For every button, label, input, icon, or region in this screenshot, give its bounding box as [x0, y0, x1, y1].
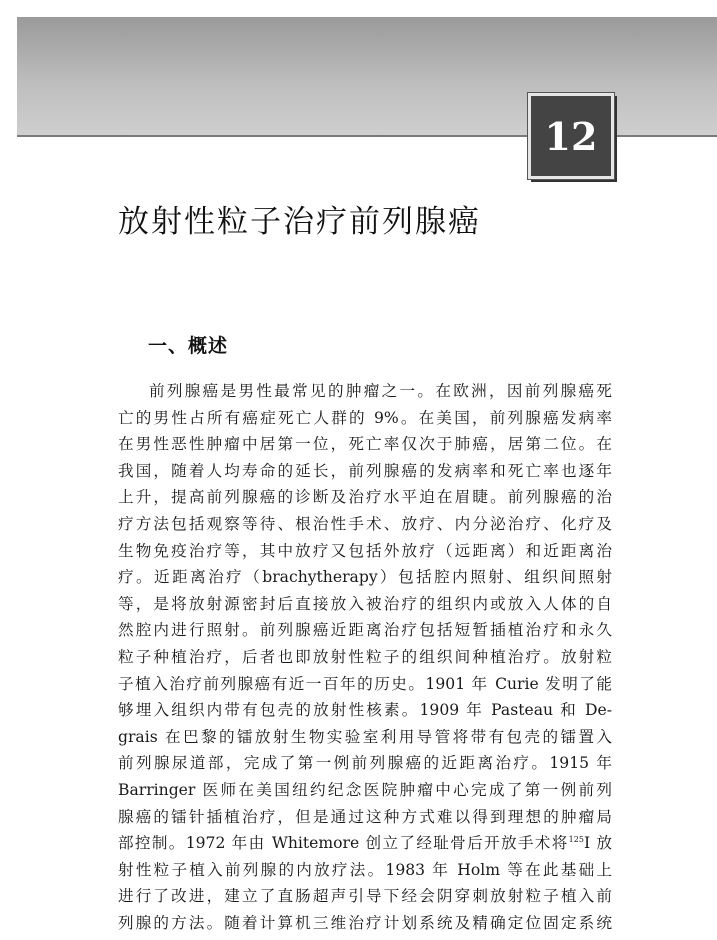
- body-line: 进行了改进，建立了直肠超声引导下经会阴穿刺放射粒子植入前: [118, 887, 612, 906]
- body-line-text: 部控制。1972 年由 Whitemore 创立了经耻骨后开放手术将: [118, 834, 569, 853]
- body-line: 腺癌的镭针插植治疗，但是通过这种方式难以得到理想的肿瘤局: [118, 807, 612, 826]
- chapter-number: 12: [544, 113, 598, 159]
- chapter-title: 放射性粒子治疗前列腺癌: [118, 204, 481, 240]
- section-heading: 一、概述: [148, 335, 229, 357]
- body-line: 够埋入组织内带有包壳的放射性核素。1909 年 Pasteau 和 De-: [118, 701, 612, 720]
- body-line: grais 在巴黎的镭放射生物实验室利用导管将带有包壳的镭置入: [118, 727, 612, 746]
- body-line: 射性粒子植入前列腺的内放疗法。1983 年 Holm 等在此基础上: [118, 860, 612, 879]
- body-line: 子植入治疗前列腺癌有近一百年的历史。1901 年 Curie 发明了能: [118, 674, 612, 693]
- body-line: 粒子种植治疗，后者也即放射性粒子的组织间种植治疗。放射粒: [118, 647, 612, 666]
- body-line: 在男性恶性肿瘤中居第一位，死亡率仅次于肺癌，居第二位。在: [118, 435, 612, 454]
- body-line: 前列腺尿道部，完成了第一例前列腺癌的近距离治疗。1915 年: [118, 754, 612, 773]
- body-line: 前列腺癌是男性最常见的肿瘤之一。在欧洲，因前列腺癌死: [149, 382, 612, 400]
- body-line: 等，是将放射源密封后直接放入被治疗的组织内或放入人体的自: [118, 594, 612, 613]
- body-line: Barringer 医师在美国纽约纪念医院肿瘤中心完成了第一例前列: [118, 780, 612, 799]
- body-line: 列腺的方法。随着计算机三维治疗计划系统及精确定位固定系统: [118, 913, 612, 932]
- body-text: [118, 378, 612, 936]
- isotope-suffix: I 放: [583, 834, 612, 853]
- body-line: 然腔内进行照射。前列腺癌近距离治疗包括短暂插植治疗和永久: [118, 621, 612, 640]
- isotope-mass-number: 125: [568, 835, 584, 845]
- body-line: 疗。近距离治疗（brachytherapy）包括腔内照射、组织间照射: [118, 568, 612, 587]
- body-line: 我国，随着人均寿命的延长，前列腺癌的发病率和死亡率也逐年: [118, 461, 612, 480]
- body-line-with-isotope: [118, 830, 612, 857]
- body-line: 生物免疫治疗等，其中放疗又包括外放疗（远距离）和近距离治: [118, 541, 612, 560]
- body-line: 上升，提高前列腺癌的诊断及治疗水平迫在眉睫。前列腺癌的治: [118, 488, 612, 507]
- chapter-number-badge: [528, 93, 614, 179]
- body-line: 疗方法包括观察等待、根治性手术、放疗、内分泌治疗、化疗及: [118, 514, 612, 533]
- body-line: 亡的男性占所有癌症死亡人群的 9%。在美国，前列腺癌发病率: [118, 408, 612, 427]
